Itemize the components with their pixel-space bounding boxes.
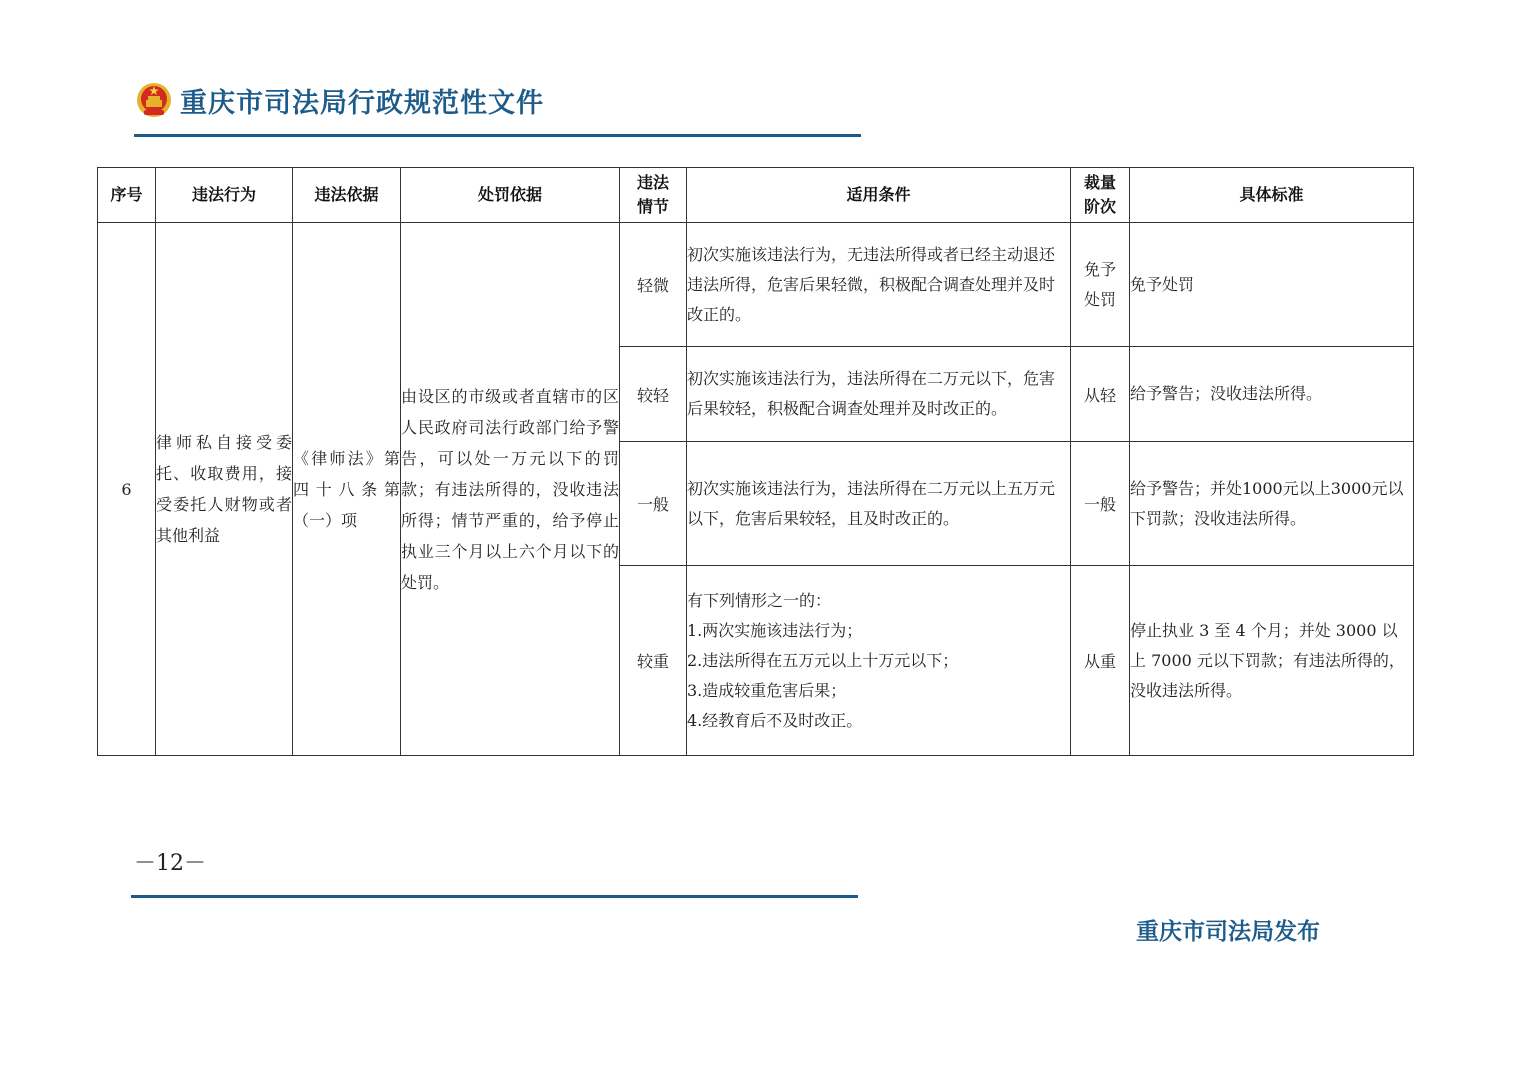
row4-standard: 停止执业 3 至 4 个月；并处 3000 以上 7000 元以下罚款；有违法所得的，没收违法所得。 xyxy=(1130,566,1414,756)
header-seq: 序号 xyxy=(98,168,156,223)
row2-circumstance: 较轻 xyxy=(620,347,687,442)
row4-level: 从重 xyxy=(1071,566,1130,756)
row2-standard: 给予警告；没收违法所得。 xyxy=(1130,347,1414,442)
row4-conditions-intro: 有下列情形之一的： xyxy=(687,590,832,610)
document-header xyxy=(136,80,544,120)
penalty-discretion-table xyxy=(97,167,1414,756)
row2-level: 从轻 xyxy=(1071,347,1130,442)
row4-condition-item: 2.违法所得在五万元以上十万元以下； xyxy=(687,650,959,670)
row1-level: 免予处罚 xyxy=(1071,223,1130,347)
row1-circumstance: 轻微 xyxy=(620,223,687,347)
header-conditions: 适用条件 xyxy=(687,168,1071,223)
row3-standard: 给予警告；并处1000元以上3000元以下罚款；没收违法所得。 xyxy=(1130,442,1414,566)
entry-behavior: 律师私自接受委托、收取费用，接受委托人财物或者其他利益 xyxy=(156,223,293,756)
entry-seq: 6 xyxy=(98,223,156,756)
row3-level: 一般 xyxy=(1071,442,1130,566)
row4-condition-item: 4.经教育后不及时改正。 xyxy=(687,710,863,730)
header-title: 重庆市司法局行政规范性文件 xyxy=(180,87,544,119)
header-level: 裁量阶次 xyxy=(1071,168,1130,223)
header-behavior: 违法行为 xyxy=(156,168,293,223)
row3-circumstance: 一般 xyxy=(620,442,687,566)
header-standard: 具体标准 xyxy=(1130,168,1414,223)
row4-condition-item: 1.两次实施该违法行为； xyxy=(687,620,863,640)
row4-condition-item: 3.造成较重危害后果； xyxy=(687,680,847,700)
row2-conditions: 初次实施该违法行为，违法所得在二万元以下，危害后果较轻，积极配合调查处理并及时改正的。 xyxy=(687,347,1071,442)
header-penalty-basis: 处罚依据 xyxy=(401,168,620,223)
table-header-row xyxy=(98,168,1414,223)
row1-standard: 免予处罚 xyxy=(1130,223,1414,347)
row1-conditions: 初次实施该违法行为，无违法所得或者已经主动退还违法所得，危害后果轻微，积极配合调查处理并及时改正的。 xyxy=(687,223,1071,347)
header-rule xyxy=(134,134,861,137)
row4-conditions xyxy=(687,566,1071,756)
entry-basis: 《律师法》第四十八条第（一）项 xyxy=(293,223,401,756)
publisher-label: 重庆市司法局发布 xyxy=(1136,919,1320,945)
row4-circumstance: 较重 xyxy=(620,566,687,756)
footer-rule xyxy=(131,895,858,898)
header-circumstance: 违法情节 xyxy=(620,168,687,223)
table-row xyxy=(98,223,1414,347)
entry-penalty-basis: 由设区的市级或者直辖市的区人民政府司法行政部门给予警告，可以处一万元以下的罚款；有违法所得的，没收违法所得；情节严重的，给予停止执业三个月以上六个月以下的处罚。 xyxy=(401,223,620,756)
header-basis: 违法依据 xyxy=(293,168,401,223)
page-number: －12－ xyxy=(134,851,206,876)
national-emblem-icon xyxy=(136,82,172,118)
row3-conditions: 初次实施该违法行为，违法所得在二万元以上五万元以下，危害后果较轻，且及时改正的。 xyxy=(687,442,1071,566)
